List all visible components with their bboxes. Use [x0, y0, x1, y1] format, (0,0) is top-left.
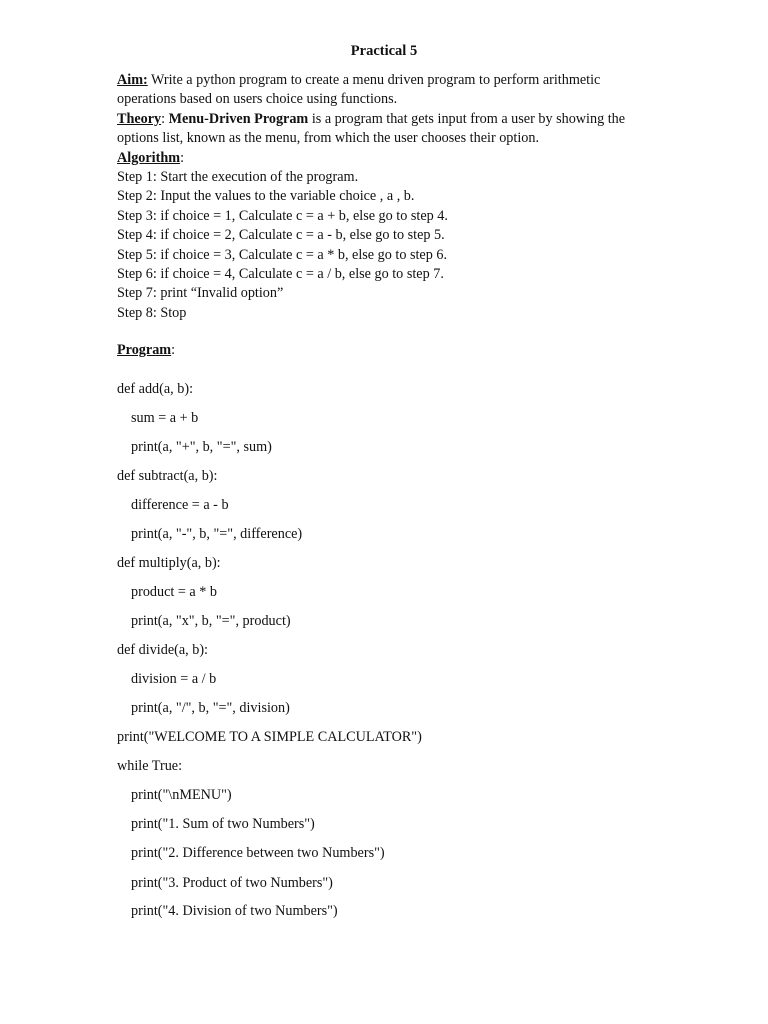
code-line: print("1. Sum of two Numbers"): [131, 816, 315, 832]
theory-term: Menu-Driven Program: [168, 110, 309, 127]
code-line: print(a, "x", b, "=", product): [131, 613, 291, 629]
code-line: def add(a, b):: [117, 381, 194, 397]
algorithm-step: Step 3: if choice = 1, Calculate c = a + b, else go to step 4.: [117, 207, 448, 224]
algorithm-step: Step 2: Input the values to the variable choice , a , b.: [117, 188, 415, 205]
algorithm-step: Step 4: if choice = 2, Calculate c = a - b, else go to step 5.: [117, 227, 445, 244]
code-line: print("WELCOME TO A SIMPLE CALCULATOR"): [117, 729, 422, 745]
algorithm-colon: :: [180, 149, 185, 166]
program-colon: :: [171, 342, 176, 358]
code-line: print("\nMENU"): [131, 787, 232, 803]
theory-line-1: [117, 110, 657, 129]
code-line: def subtract(a, b):: [117, 468, 218, 484]
aim-line-1: [117, 71, 657, 90]
code-line: division = a / b: [131, 671, 217, 687]
aim-text-1: Write a python program to create a menu driven program to perform arithmetic: [147, 72, 601, 88]
intro-block: [117, 71, 657, 323]
code-line: print("3. Product of two Numbers"): [131, 875, 333, 891]
code-line: difference = a - b: [131, 497, 229, 513]
code-line: print("4. Division of two Numbers"): [131, 903, 338, 919]
code-line: sum = a + b: [131, 410, 199, 426]
code-line: def multiply(a, b):: [117, 555, 221, 571]
code-line: print(a, "-", b, "=", difference): [131, 526, 303, 542]
theory-text-1: is a program that gets input from a user by showing the: [308, 110, 626, 127]
aim-line-2: operations based on users choice using functions.: [117, 91, 398, 108]
code-line: print(a, "/", b, "=", division): [131, 700, 290, 716]
program-heading: [117, 341, 175, 360]
algorithm-step: Step 5: if choice = 3, Calculate c = a * b, else go to step 6.: [117, 246, 448, 263]
code-line: product = a * b: [131, 584, 218, 600]
algorithm-label: Algorithm: [117, 149, 181, 166]
algorithm-step: Step 7: print “Invalid option”: [117, 285, 284, 302]
theory-label: Theory: [117, 110, 162, 127]
page-title: Practical 5: [350, 43, 418, 59]
code-line: print(a, "+", b, "=", sum): [131, 439, 272, 455]
code-line: def divide(a, b):: [117, 642, 208, 658]
theory-sep: :: [161, 110, 169, 127]
code-line: print("2. Difference between two Numbers"): [131, 845, 385, 861]
program-label: Program: [117, 342, 172, 358]
algorithm-heading: [117, 149, 657, 168]
code-line: while True:: [117, 758, 183, 774]
theory-line-2: options list, known as the menu, from which the user chooses their option.: [117, 130, 540, 147]
algorithm-step: Step 6: if choice = 4, Calculate c = a / b, else go to step 7.: [117, 266, 444, 283]
algorithm-step: Step 8: Stop: [117, 304, 187, 321]
aim-label: Aim:: [117, 72, 148, 88]
algorithm-step: Step 1: Start the execution of the program.: [117, 169, 359, 186]
